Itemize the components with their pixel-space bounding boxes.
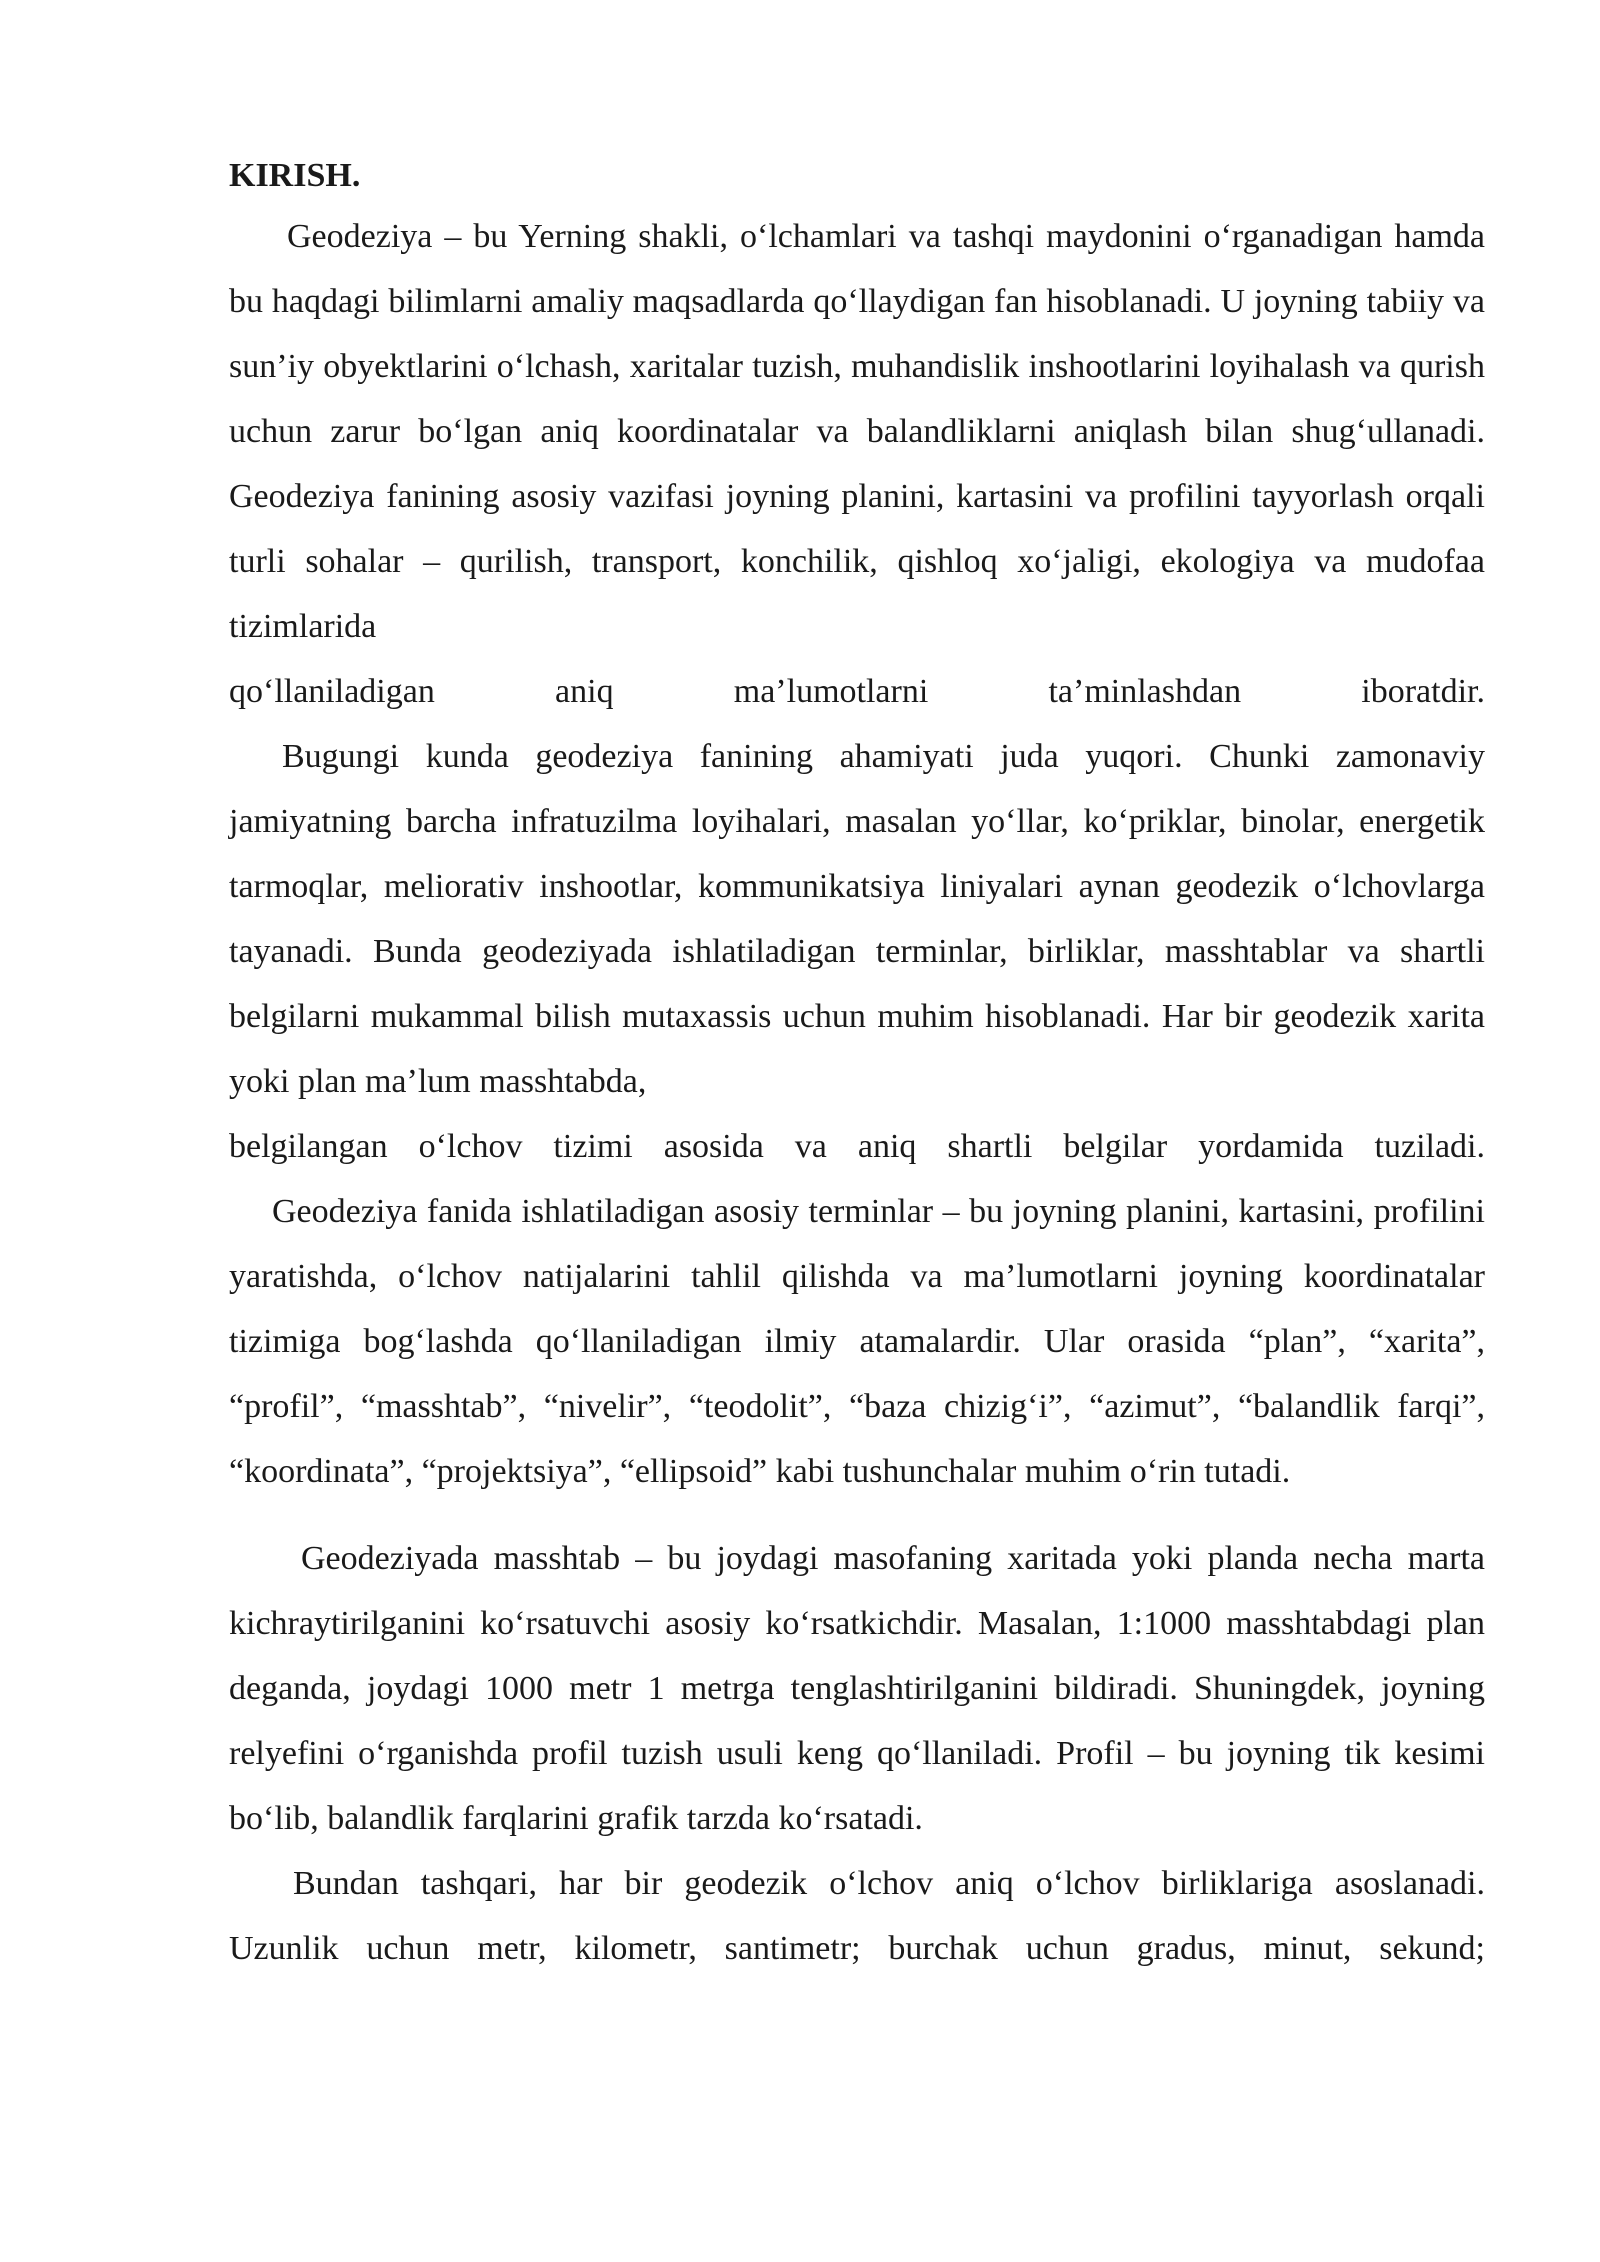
paragraph-intro-last-line: qo‘llaniladigan aniq ma’lumotlarni ta’minlashdan iboratdir.: [229, 673, 1485, 710]
paragraph-units-text: Bundan tashqari, har bir geodezik o‘lchov aniq o‘lchov birliklariga asoslanadi.: [293, 1865, 1485, 1902]
paragraph-importance-text: Bugungi kunda geodeziya fanining ahamiyati juda yuqori. Chunki zamonaviy jamiyatning barcha infratuzilma loyihalari, masalan yo‘llar, ko‘priklar, binolar, energetik tarmoqlar, meliorativ inshootlar, kommunikatsiya liniyalari aynan geodezik o‘lchovlarga tayanadi. Bunda geodeziyada ishlatiladigan terminlar, birliklar, masshtablar va shartli belgilarni mukammal bilish mutaxassis uchun muhim hisoblanadi. Har bir geodezik xarita yoki plan ma’lum masshtabda,: [229, 738, 1485, 1100]
paragraph-importance-last-line: belgilangan o‘lchov tizimi asosida va aniq shartli belgilar yordamida tuziladi.: [229, 1128, 1485, 1165]
paragraph-intro: [229, 204, 1485, 724]
document-body: [229, 148, 1485, 1981]
paragraph-terms: Geodeziya fanida ishlatiladigan asosiy terminlar – bu joyning planini, kartasini, profilini yaratishda, o‘lchov natijalarini tahlil qilishda va ma’lumotlarni joyning koordinatalar tizimiga bog‘lashda qo‘llaniladigan ilmiy atamalardir. Ular orasida “plan”, “xarita”, “profil”, “masshtab”, “nivelir”, “teodolit”, “baza chizig‘i”, “azimut”, “balandlik farqi”, “koordinata”, “projektsiya”, “ellipsoid” kabi tushunchalar muhim o‘rin tutadi.: [229, 1193, 1485, 1490]
paragraph-intro-text: Geodeziya – bu Yerning shakli, o‘lchamlari va tashqi maydonini o‘rganadigan hamda bu haqdagi bilimlarni amaliy maqsadlarda qo‘llaydigan fan hisoblanadi. U joyning tabiiy va sun’iy obyektlarini o‘lchash, xaritalar tuzish, muhandislik inshootlarini loyihalash va qurish uchun zarur bo‘lgan aniq koordinatalar va balandliklarni aniqlash bilan shug‘ullanadi. Geodeziya fanining asosiy vazifasi joyning planini, kartasini va profilini tayyorlash orqali turli sohalar – qurilish, transport, konchilik, qishloq xo‘jaligi, ekologiya va mudofaa tizimlarida: [229, 218, 1485, 645]
paragraph-units: [229, 1851, 1485, 1981]
paragraph-importance: [229, 724, 1485, 1179]
paragraph-scale: Geodeziyada masshtab – bu joydagi masofaning xaritada yoki planda necha marta kichraytirilganini ko‘rsatuvchi asosiy ko‘rsatkichdir. Masalan, 1:1000 masshtabdagi plan deganda, joydagi 1000 metr 1 metrga tenglashtirilganini bildiradi. Shuningdek, joyning relyefini o‘rganishda profil tuzish usuli keng qo‘llaniladi. Profil – bu joyning tik kesimi bo‘lib, balandlik farqlarini grafik tarzda ko‘rsatadi.: [229, 1540, 1485, 1837]
paragraph-units-last-line: Uzunlik uchun metr, kilometr, santimetr; burchak uchun gradus, minut, sekund;: [229, 1930, 1485, 1967]
section-heading: KIRISH.: [229, 157, 361, 194]
